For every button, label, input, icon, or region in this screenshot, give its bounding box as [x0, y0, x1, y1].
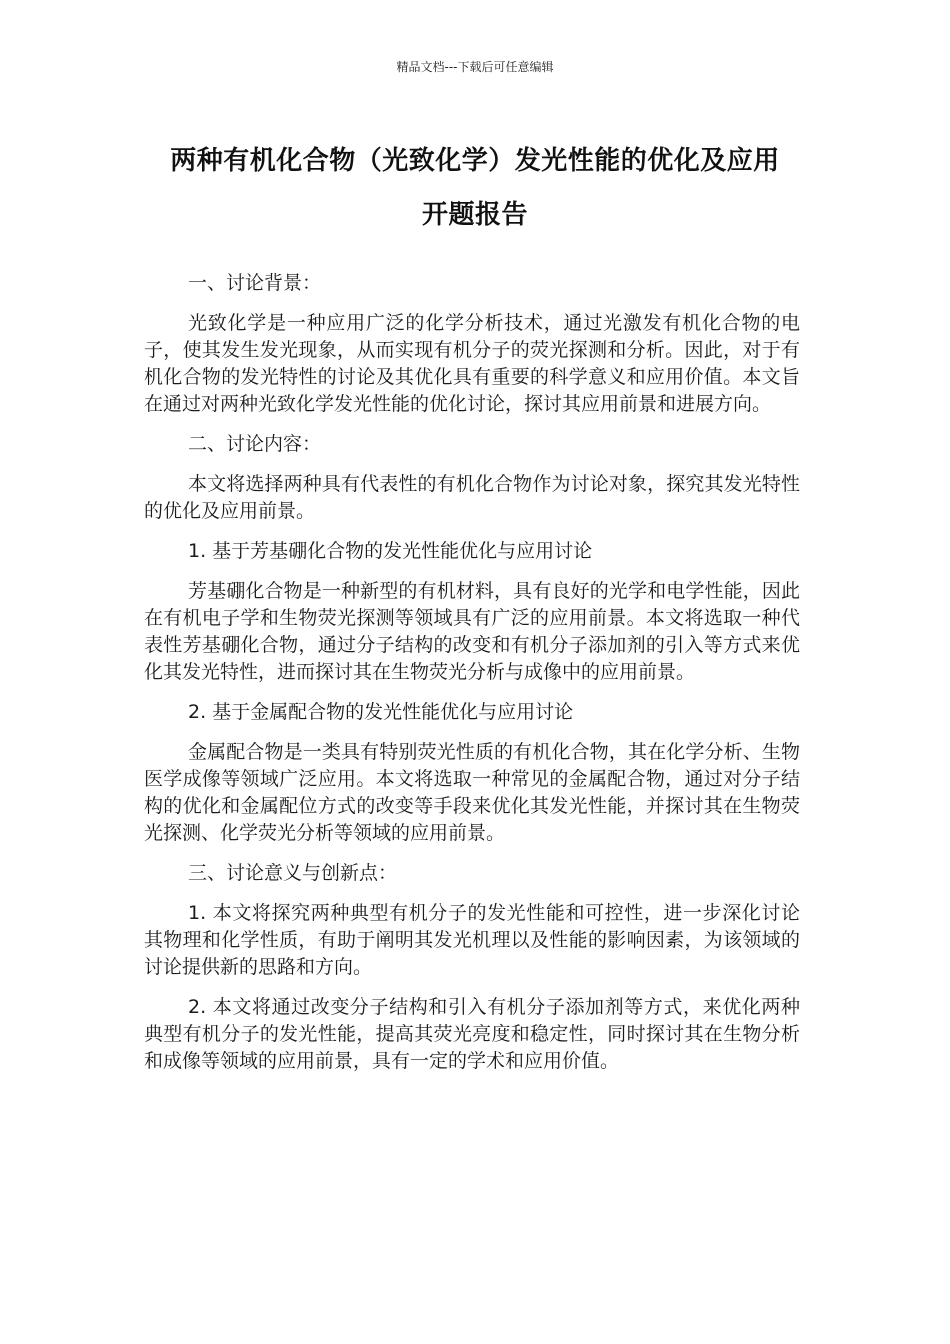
paragraph-significance-1: 1. 本文将探究两种典型有机分子的发光性能和可控性，进一步深化讨论其物理和化学性质，有助于阐明其发光机理以及性能的影响因素，为该领域的讨论提供新的思路和方向。	[144, 902, 800, 978]
document-title-line-1: 两种有机化合物（光致化学）发光性能的优化及应用	[170, 146, 780, 176]
section-heading-content: 二、讨论内容：	[188, 433, 322, 455]
document-title-line-2: 开题报告	[421, 200, 528, 230]
paragraph-background: 光致化学是一种应用广泛的化学分析技术，通过光激发有机化合物的电子，使其发生发光现象，从而实现有机分子的荧光探测和分析。因此，对于有机化合物的发光特性的讨论及其优化具有重要的科学意义和应用价值。本文旨在通过对两种光致化学发光性能的优化讨论，探讨其应用前景和进展方向。	[144, 312, 800, 415]
paragraph-significance-2: 2. 本文将通过改变分子结构和引入有机分子添加剂等方式，来优化两种典型有机分子的发光性能，提高其荧光亮度和稳定性，同时探讨其在生物分析和成像等领域的应用前景，具有一定的学术和应用价值。	[144, 996, 800, 1072]
paragraph-content-intro: 本文将选择两种具有代表性的有机化合物作为讨论对象，探究其发光特性的优化及应用前景。	[144, 473, 800, 522]
section-heading-background: 一、讨论背景：	[188, 272, 322, 294]
section-heading-significance: 三、讨论意义与创新点：	[188, 862, 398, 884]
paragraph-arylboron: 芳基硼化合物是一种新型的有机材料，具有良好的光学和电学性能，因此在有机电子学和生物荧光探测等领域具有广泛的应用前景。本文将选取一种代表性芳基硼化合物，通过分子结构的改变和有机分子添加剂的引入等方式来优化其发光特性，进而探讨其在生物荧光分析与成像中的应用前景。	[144, 580, 800, 683]
subheading-metal-complex: 2. 基于金属配合物的发光性能优化与应用讨论	[188, 701, 574, 723]
paragraph-metal-complex: 金属配合物是一类具有特别荧光性质的有机化合物，其在化学分析、生物医学成像等领域广泛应用。本文将选取一种常见的金属配合物，通过对分子结构的优化和金属配位方式的改变等手段来优化其发光性能，并探讨其在生物荧光探测、化学荧光分析等领域的应用前景。	[144, 741, 800, 844]
subheading-arylboron: 1. 基于芳基硼化合物的发光性能优化与应用讨论	[188, 540, 593, 562]
document-body	[144, 270, 800, 1088]
header-note: 精品文档---下载后可任意编辑	[396, 60, 554, 74]
